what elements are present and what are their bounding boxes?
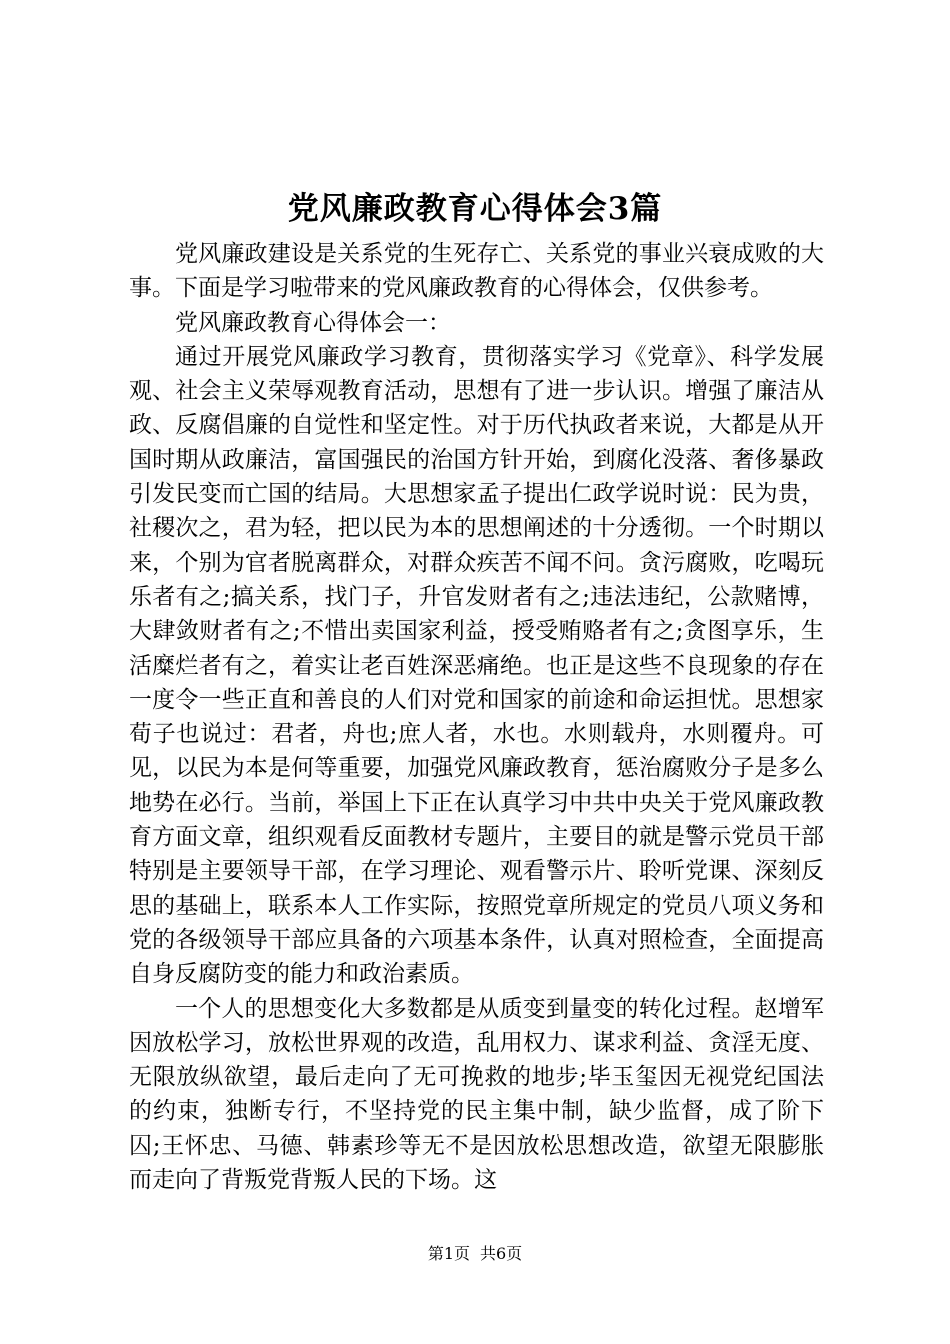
- page-number: 第1页: [427, 1244, 470, 1263]
- paragraph-body: 通过开展党风廉政学习教育，贯彻落实学习《党章》、科学发展观、社会主义荣辱观教育活动，思想有了进一步认识。增强了廉洁从政、反腐倡廉的自觉性和坚定性。对于历代执政者来说，大都是从开国时期从政廉洁，富国强民的治国方针开始，到腐化没落、奢侈暴政引发民变而亡国的结局。大思想家孟子提出仁政学说时说：民为贵，社稷次之，君为轻，把以民为本的思想阐述的十分透彻。一个时期以来，个别为官者脱离群众，对群众疾苦不闻不问。贪污腐败，吃喝玩乐者有之;搞关系，找门子，升官发财者有之;违法违纪，公款赌博，大肆敛财者有之;不惜出卖国家利益，授受贿赂者有之;贪图享乐，生活糜烂者有之，着实让老百姓深恶痛绝。也正是这些不良现象的存在一度令一些正直和善良的人们对党和国家的前途和命运担忧。思想家荀子也说过：君者，舟也;庶人者，水也。水则载舟，水则覆舟。可见，以民为本是何等重要，加强党风廉政教育，惩治腐败分子是多么地势在必行。当前，举国上下正在认真学习中共中央关于党风廉政教育方面文章，组织观看反面教材专题片，主要目的就是警示党员干部特别是主要领导干部，在学习理论、观看警示片、聆听党课、深刻反思的基础上，联系本人工作实际，按照党章所规定的党员八项义务和党的各级领导干部应具备的六项基本条件，认真对照检查，全面提高自身反腐防变的能力和政治素质。: [129, 343, 824, 988]
- paragraph-body: 一个人的思想变化大多数都是从质变到量变的转化过程。赵增军因放松学习，放松世界观的改造，乱用权力、谋求利益、贪淫无度、无限放纵欲望，最后走向了无可挽救的地步;毕玉玺因无视党纪国法的约束，独断专行，不坚持党的民主集中制，缺少监督，成了阶下囚;王怀忠、马德、韩素珍等无不是因放松思想改造，欲望无限膨胀而走向了背叛党背叛人民的下场。这: [129, 995, 824, 1194]
- paragraph-intro: 党风廉政建设是关系党的生死存亡、关系党的事业兴衰成败的大事。下面是学习啦带来的党风廉政教育的心得体会，仅供参考。: [129, 241, 824, 302]
- document-body: [129, 237, 824, 1197]
- section-heading: 党风廉政教育心得体会一：: [175, 309, 451, 336]
- page-total: 共6页: [480, 1244, 523, 1263]
- page-footer: [0, 1243, 950, 1265]
- document-title: 党风廉政教育心得体会3篇: [287, 191, 663, 227]
